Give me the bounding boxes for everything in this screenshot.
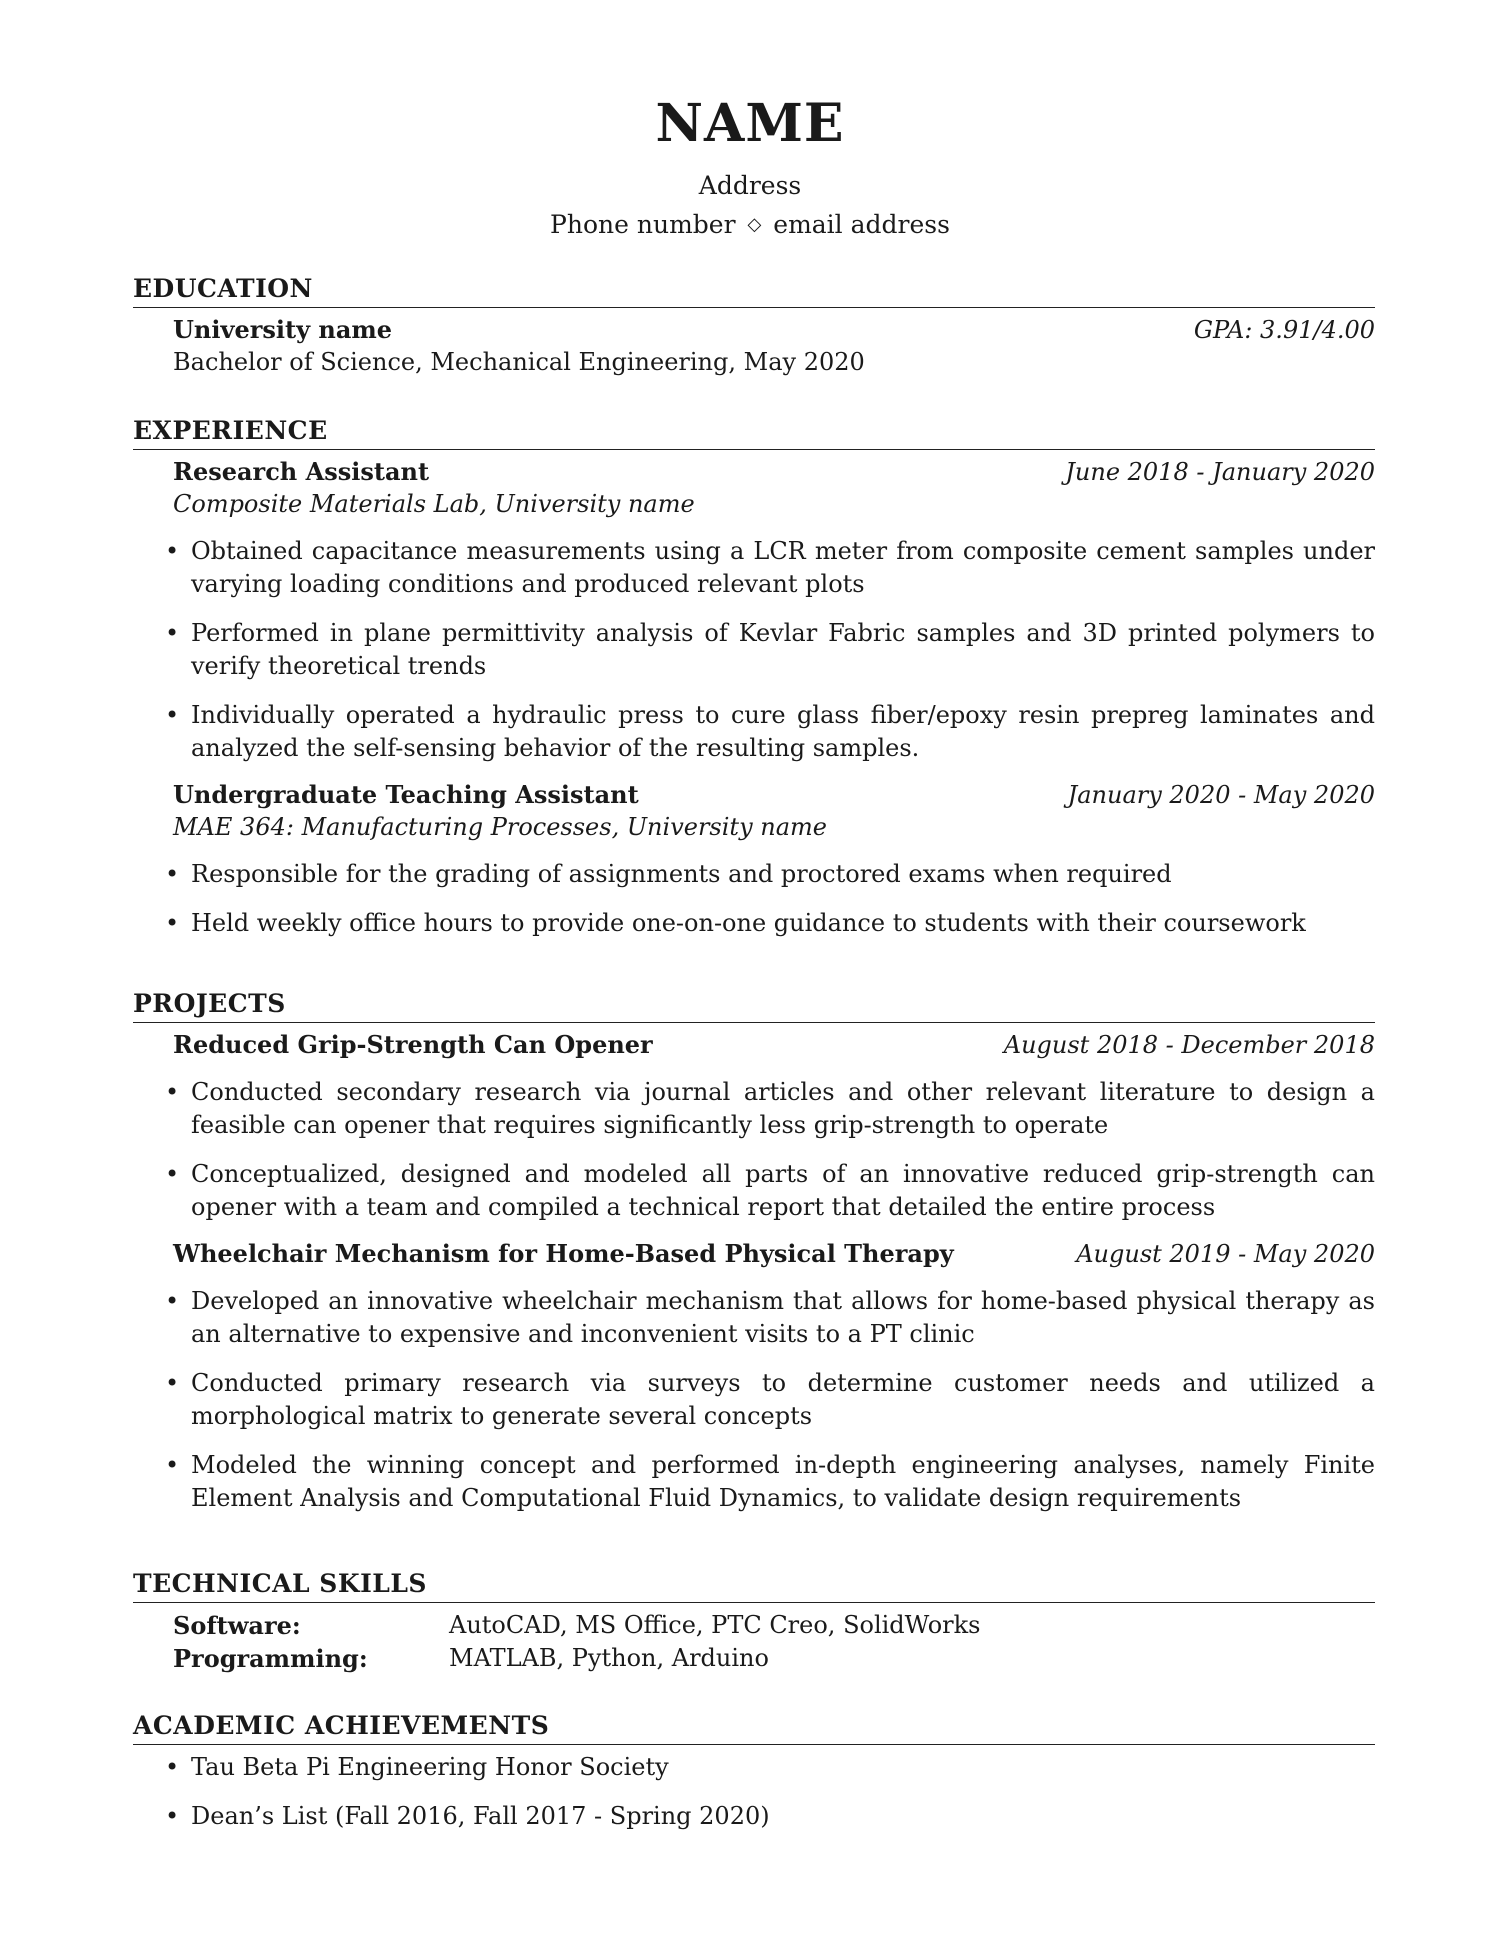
section-divider — [133, 1744, 1375, 1745]
contact-line — [0, 209, 1500, 241]
skill-label: Software: — [173, 1611, 301, 1640]
education-section — [133, 273, 1375, 378]
job-dates: June 2018 - January 2020 — [1065, 458, 1375, 486]
bullet-list — [191, 1285, 1375, 1515]
address-line: Address — [698, 171, 802, 200]
diamond-separator-icon: ◇ — [747, 214, 762, 235]
list-item: • Held weekly office hours to provide one-on-one guidance to students with their coursework — [191, 907, 1375, 940]
email-address: email address — [773, 210, 950, 239]
job-title: Undergraduate Teaching Assistant — [173, 780, 639, 809]
skill-value: MATLAB, Python, Arduino — [449, 1644, 769, 1672]
section-title: EXPERIENCE — [133, 416, 328, 445]
list-item: • Conceptualized, designed and modeled all parts of an innovative reduced grip-strength can opener with a team and compiled a technical report that detailed the entire process — [191, 1158, 1375, 1224]
project-dates: August 2019 - May 2020 — [1076, 1240, 1375, 1268]
section-title: TECHNICAL SKILLS — [133, 1569, 427, 1598]
job-organization: MAE 364: Manufacturing Processes, University name — [173, 813, 827, 841]
section-divider — [133, 449, 1375, 450]
skill-row — [173, 1642, 1375, 1675]
skill-value: AutoCAD, MS Office, PTC Creo, SolidWorks — [449, 1611, 981, 1639]
section-divider — [133, 1022, 1375, 1023]
resume-name: NAME — [655, 93, 845, 154]
degree: Bachelor of Science, Mechanical Engineering, May 2020 — [173, 348, 865, 376]
list-item: • Modeled the winning concept and performed in-depth engineering analyses, namely Finite Element Analysis and Computational Fluid Dynamics, to validate design requirements — [191, 1449, 1375, 1515]
skills-section — [133, 1568, 1375, 1675]
list-item: • Individually operated a hydraulic press to cure glass fiber/epoxy resin prepreg laminates and analyzed the self-sensing behavior of the resulting samples. — [191, 699, 1375, 765]
skills-table — [173, 1609, 1375, 1675]
experience-section — [133, 415, 1375, 940]
project-entry — [173, 1238, 1375, 1270]
project-title: Wheelchair Mechanism for Home-Based Physical Therapy — [173, 1239, 954, 1268]
list-item: • Performed in plane permittivity analysis of Kevlar Fabric samples and 3D printed polymers to verify theoretical trends — [191, 617, 1375, 683]
section-title: EDUCATION — [133, 274, 313, 303]
achievements-section — [133, 1710, 1375, 1833]
section-divider — [133, 307, 1375, 308]
bullet-list — [191, 535, 1375, 765]
bullet-list — [191, 858, 1375, 940]
list-item: • Dean’s List (Fall 2016, Fall 2017 - Spring 2020) — [191, 1800, 1375, 1833]
job-dates: January 2020 - May 2020 — [1067, 781, 1375, 809]
experience-entry — [173, 456, 1375, 520]
section-divider — [133, 1602, 1375, 1603]
experience-entry — [173, 779, 1375, 843]
job-title: Research Assistant — [173, 457, 430, 486]
projects-section — [133, 988, 1375, 1515]
section-title: PROJECTS — [133, 989, 286, 1018]
list-item: • Tau Beta Pi Engineering Honor Society — [191, 1751, 1375, 1784]
gpa: GPA: 3.91/4.00 — [1193, 316, 1375, 344]
project-title: Reduced Grip-Strength Can Opener — [173, 1030, 653, 1059]
skill-row — [173, 1609, 1375, 1642]
list-item: • Responsible for the grading of assignments and proctored exams when required — [191, 858, 1375, 891]
education-entry — [173, 314, 1375, 378]
project-entry — [173, 1029, 1375, 1061]
list-item: • Conducted primary research via surveys to determine customer needs and utilized a morphological matrix to generate several concepts — [191, 1367, 1375, 1433]
project-dates: August 2018 - December 2018 — [1003, 1031, 1375, 1059]
bullet-list — [191, 1751, 1375, 1833]
list-item: • Developed an innovative wheelchair mechanism that allows for home-based physical therapy as an alternative to expensive and inconvenient visits to a PT clinic — [191, 1285, 1375, 1351]
section-title: ACADEMIC ACHIEVEMENTS — [133, 1711, 550, 1740]
phone-number: Phone number — [550, 210, 736, 239]
job-organization: Composite Materials Lab, University name — [173, 490, 695, 518]
list-item: • Conducted secondary research via journal articles and other relevant literature to design a feasible can opener that requires significantly less grip-strength to operate — [191, 1076, 1375, 1142]
skill-label: Programming: — [173, 1644, 368, 1673]
list-item: • Obtained capacitance measurements using a LCR meter from composite cement samples under varying loading conditions and produced relevant plots — [191, 535, 1375, 601]
school-name: University name — [173, 315, 393, 344]
bullet-list — [191, 1076, 1375, 1224]
